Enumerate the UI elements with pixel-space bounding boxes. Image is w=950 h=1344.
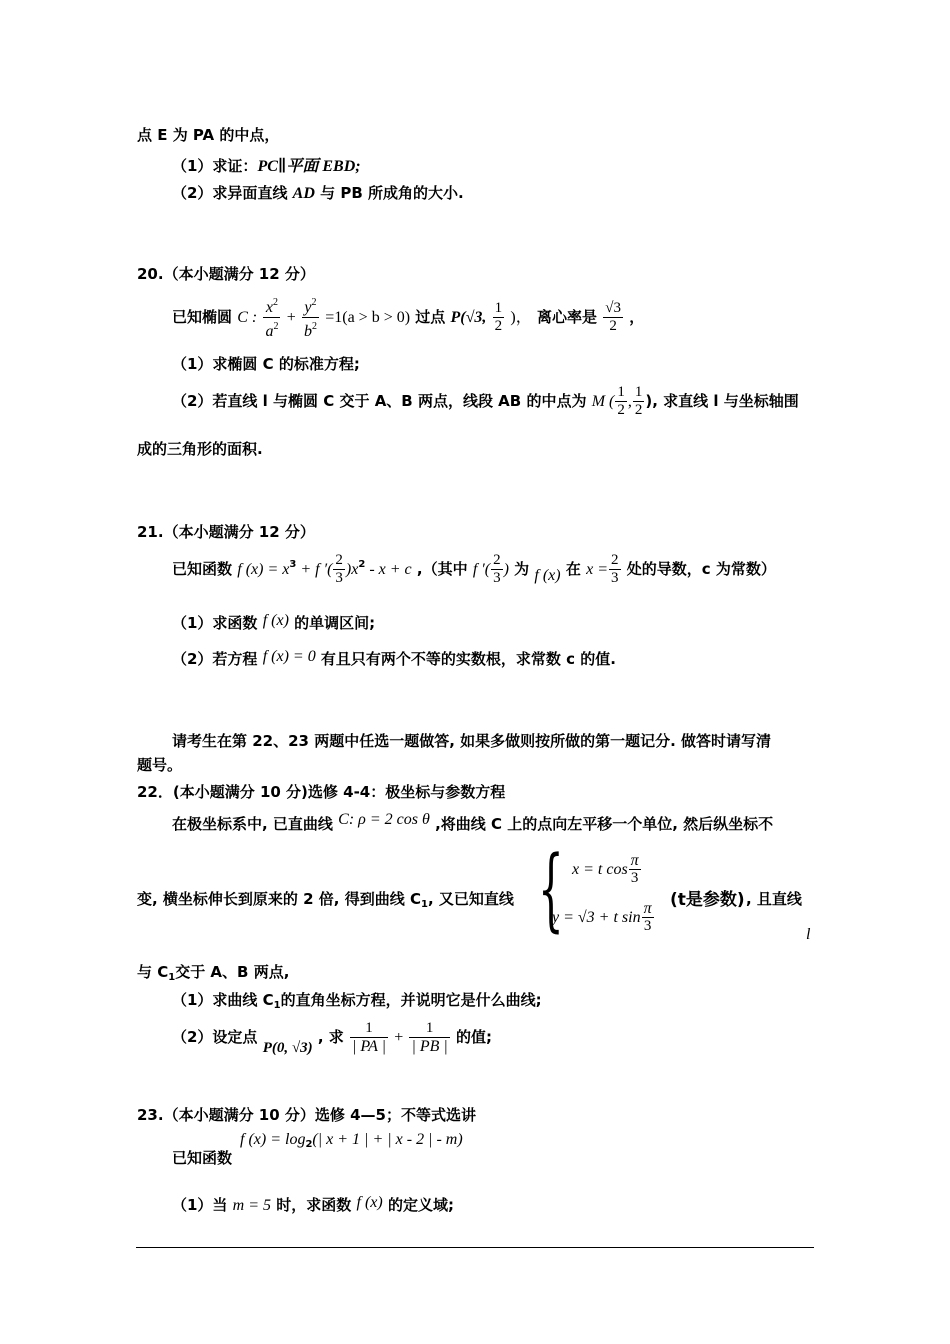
q23-func: f $(x) = \log_2(|$ x + 1 | + | x - 2 | - m) <box>240 1131 463 1150</box>
q20-plus: + <box>286 309 296 326</box>
q21-func-d: - x + c <box>365 561 412 578</box>
q22-part1: （1）求曲线 $C_1$的直角坐标方程，并说明它是什么曲线; <box>172 991 542 1011</box>
q20-frac-m1: $\frac{1}{2}$ <box>617 384 625 418</box>
q19-part2-prefix: （2）求异面直线 <box>172 184 293 202</box>
q19-part2 <box>172 182 464 203</box>
q21-statement: 已知函数 f $(x) = x^3 + f$ ′( $\frac{2}{3}$ )$x^2 - x + c$ ,（其中 f ′( $\frac{2}{3}$ ) 为 f (x) 在 x = $\frac{2}{3}$ 处的导数，c 为常数） <box>172 552 776 586</box>
q21-paren-text: ,（其中 <box>416 560 468 578</box>
note-line1: 请考生在第 22、23 两题中任选一题做答, 如果多做则按所做的第一题记分. 做答时请写清 <box>172 732 772 750</box>
q19-part2-ad: AD <box>292 185 315 202</box>
q20-frac-x2a2: $\frac{x^2}{a^2}$ <box>263 294 280 341</box>
q21-is-text: 为 <box>514 560 530 578</box>
q21-frac-23c: $\frac{2}{3}$ <box>611 552 619 586</box>
q20-frac-half: $\frac{1}{2}$ <box>494 300 503 334</box>
q21-func-a: f (x) = x <box>237 561 290 578</box>
q20-ecc-tail: ， <box>629 308 645 326</box>
q20-ellipse-c: C : <box>237 309 258 326</box>
q20-frac-y2b2: $\frac{y^2}{b^2}$ <box>302 294 319 341</box>
q20-stmt-prefix: 已知椭圆 <box>172 308 233 326</box>
q21-tail: 处的导数，c 为常数） <box>626 560 776 578</box>
q20-frac-m2: $\frac{1}{2}$ <box>634 384 643 418</box>
q22-line2: 变, 横坐标伸长到原来的 2 倍, 得到曲线 $C_1$, 又已知直线 <box>137 890 514 910</box>
q20-part2-m: M ( <box>591 393 615 410</box>
q22-point: P(0, √3) <box>262 1040 313 1056</box>
q21-part1: （1）求函数 f (x) 的单调区间; <box>172 612 376 632</box>
q21-frac-23b: $\frac{2}{3}$ <box>493 552 501 586</box>
q22-header: 22．(本小题满分 10 分)选修 4-4：极坐标与参数方程 <box>137 783 506 801</box>
q20-part1: （1）求椭圆 C 的标准方程; <box>172 355 360 373</box>
q22-line1: 在极坐标系中, 已直曲线 C: ρ = 2 cos θ ,将曲线 C 上的点向左平移一个单位, 然后纵坐标不 <box>172 811 774 833</box>
q20-header: 20.（本小题满分 12 分） <box>137 265 315 283</box>
q20-part2-line1: （2）若直线 l 与椭圆 C 交于 A、B 两点，线段 AB 的中点为 M ( $\frac{1}{2}$ , $\frac{1}{2}$ ), 求直线 l 与坐标轴围 <box>172 384 799 418</box>
q21-part2: （2）若方程 f (x) = 0 有且只有两个不等的实数根，求常数 c 的值. <box>172 648 616 668</box>
q21-func-c: )x <box>345 561 359 578</box>
q20-frac-ecc: $\frac{√3}{2}$ <box>605 300 621 334</box>
q21-fx: f (x) <box>534 567 561 584</box>
q22-l-var: l <box>806 926 811 943</box>
q20-part2-text: （2）若直线 l 与椭圆 C 交于 A、B 两点，线段 AB 的中点为 <box>172 392 587 410</box>
note-line2: 题号。 <box>137 756 183 774</box>
q20-ellipse-cond: =1(a > b > 0) <box>325 309 411 326</box>
q20-statement <box>172 294 644 341</box>
q20-part2-line2: 成的三角形的面积. <box>137 440 263 458</box>
q21-at-text: 在 <box>565 560 581 578</box>
q23-part1: （1）当 m = 5 时，求函数 f (x) 的定义域; <box>172 1194 454 1214</box>
q23-stmt: 已知函数 <box>172 1149 233 1167</box>
q22-line3: 与 $C_1$交于 A、B 两点, <box>137 963 290 983</box>
q20-point-close: )， <box>510 309 532 326</box>
q21-frac-23a: $\frac{2}{3}$ <box>335 552 343 586</box>
q22-curve: C: ρ = 2 cos θ <box>338 811 430 828</box>
q22-part2: （2）设定点 P(0, √3) , 求 $\frac{1}{| PA |}$ + $\frac{1}{| PB |}$ 的值; <box>172 1020 493 1056</box>
q20-pass-text: 过点 <box>415 308 446 326</box>
q21-func-b: + f ′( <box>296 561 333 578</box>
q20-part2-tail: ), 求直线 l 与坐标轴围 <box>645 392 799 410</box>
q22-brace: { <box>538 837 564 942</box>
q19-part1-expr: PC∥平面 EBD; <box>257 158 361 175</box>
q20-ecc-text: 离心率是 <box>536 308 597 326</box>
q21-deriv: f ′( <box>472 561 491 578</box>
q21-header: 21.（本小题满分 12 分） <box>137 523 315 541</box>
q19-part1 <box>172 153 361 176</box>
q19-part2-mid: 与 PB 所成角的大小. <box>314 184 464 202</box>
footer-rule <box>136 1247 814 1248</box>
q21-x-eq: x = <box>586 561 608 578</box>
q19-intro: 点 E 为 PA 的中点， <box>137 126 280 144</box>
q23-header: 23.（本小题满分 10 分）选修 4—5；不等式选讲 <box>137 1106 476 1124</box>
q22-param-y: y = √3 + t sin $\frac{\pi}{3}$ <box>552 900 652 934</box>
q22-param-note: (t是参数) <box>670 890 745 910</box>
q22-param-x: x = t cos $\frac{\pi}{3}$ <box>572 852 639 886</box>
q21-stmt-prefix: 已知函数 <box>172 560 233 578</box>
q22-line2-tail: , 且直线 <box>746 890 802 908</box>
q19-part1-prefix: （1）求证： <box>172 157 258 175</box>
q20-point-p: P(√3, <box>450 309 487 326</box>
